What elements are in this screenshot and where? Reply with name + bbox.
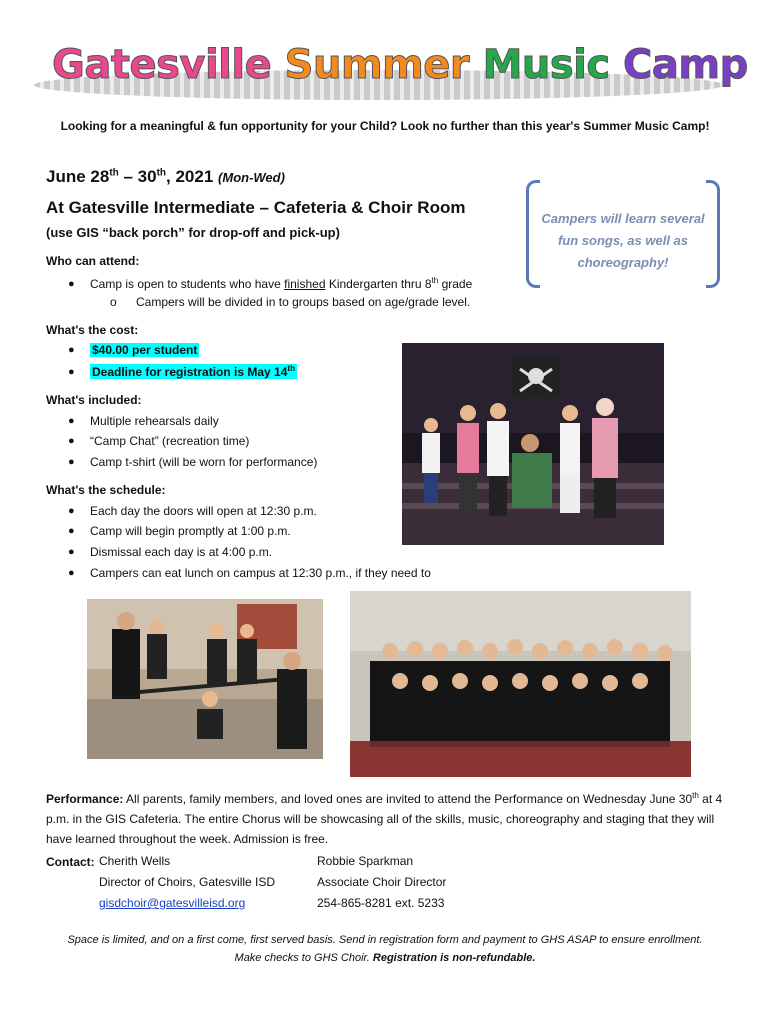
performance-paragraph [46,786,736,849]
contact-phone: 254-865-8281 ext. 5233 [317,896,445,910]
contact-role: Director of Choirs, Gatesville ISD [99,875,276,889]
date-end: – 30 [118,167,157,186]
bullet-dot-icon: ● [68,505,75,517]
bullet-dot-icon: ● [68,435,75,447]
group-photo [350,591,691,777]
section-heading-included: What's included: [46,393,142,407]
footer-line [0,952,770,964]
contact-secondary [317,851,446,914]
contact-role: Associate Choir Director [317,875,447,889]
contact-label: Contact: [46,855,95,869]
list-item [68,414,219,428]
list-item-text: Campers can eat lunch on campus at 12:30 p.m., if they need to [90,566,431,580]
list-item-text: Each day the doors will open at 12:30 p.m. [90,504,317,518]
performance-label: Performance: [46,792,124,806]
title-word-camp: Camp [623,42,748,88]
list-item [68,504,317,518]
page-title [52,42,748,88]
date-start: June 28 [46,167,110,186]
list-item [68,524,291,538]
bullet-dot-icon: ● [68,277,75,290]
bullet-dot-icon: ● [68,525,75,537]
bullet-dot-icon: ● [68,567,75,579]
date-sup: th [109,167,119,179]
list-item [68,455,317,469]
text-sup: th [692,791,699,800]
text-run: Kindergarten thru 8 [325,277,432,291]
title-word-summer: Summer [284,42,470,88]
list-item [68,343,199,357]
bullet-dot-icon: ● [68,365,75,378]
bullet-dot-icon: ● [68,456,75,468]
text-run: All parents, family members, and loved ones are invited to attend the Performance on Wednesday June 30 [123,792,693,806]
text-underlined: finished [284,277,326,291]
date-days-note: (Mon-Wed) [218,170,285,185]
contact-primary [99,851,275,914]
date-sup: th [156,167,167,179]
camp-dates [46,167,285,187]
list-item [68,566,431,580]
camp-location: At Gatesville Intermediate – Cafeteria & Choir Room [46,198,466,217]
bullet-dot-icon: ● [68,415,75,427]
sub-list-item-text: Campers will be divided in to groups based on age/grade level. [136,295,471,309]
callout-line: fun songs, as well as [557,233,689,248]
text-run: Camp is open to students who have [90,277,285,291]
intro-text: Looking for a meaningful & fun opportunity for your Child? Look no further than this year's Summer Music Camp! [60,119,710,133]
section-heading-cost: What's the cost: [46,323,139,337]
text-sup: th [431,276,439,285]
bullet-dot-icon: ● [68,344,75,356]
left-bracket-decoration [526,180,540,288]
date-year: , 2021 [166,167,219,186]
list-item-text: Camp will begin promptly at 1:00 p.m. [90,524,291,538]
list-item [68,545,272,559]
callout-line: Campers will learn several [541,211,705,226]
list-item-text: Camp t-shirt (will be worn for performance) [90,455,318,469]
footer-line: Space is limited, and on a first come, first served basis. Send in registration form and payment to GHS ASAP to ensure enrollment. [67,934,703,946]
contact-email-link[interactable]: gisdchoir@gatesvilleisd.org [99,896,246,910]
price-highlight: $40.00 per student [92,343,198,357]
title-banner [30,40,748,110]
circle-bullet-icon: o [110,295,117,309]
callout-box [526,180,720,290]
list-item-text: Dismissal each day is at 4:00 p.m. [90,545,273,559]
bullet-dot-icon: ● [68,546,75,558]
list-item-text: “Camp Chat” (recreation time) [90,434,250,448]
callout-line: choreography! [577,255,669,270]
list-item [68,364,297,379]
contact-name: Cherith Wells [99,854,171,868]
limbo-activity-photo [87,599,323,759]
list-item-text: Multiple rehearsals daily [90,414,219,428]
section-heading-who: Who can attend: [46,254,140,268]
text-run: at 4 p.m. in the GIS Cafeteria. The entire Chorus will be showcasing all of the skills, music, choreography and staging that they will have learned throughout the week. Admission is free. [46,792,723,846]
sub-list-item [110,295,470,309]
text-run: Make checks to GHS Choir. [234,952,373,964]
section-heading-schedule: What's the schedule: [46,483,166,497]
stage-performance-photo [402,343,664,545]
list-item [68,434,249,448]
dropoff-note: (use GIS “back porch” for drop-off and pick-up) [46,225,340,240]
list-item-text [90,276,472,291]
list-item [68,276,472,291]
contact-name: Robbie Sparkman [317,854,414,868]
text-run: grade [438,277,473,291]
text-sup: th [287,364,295,373]
title-word-music: Music [482,42,610,88]
deadline-highlight [90,364,297,379]
text-run: Deadline for registration is May 14 [92,365,288,379]
right-bracket-decoration [706,180,720,288]
title-word-gatesville: Gatesville [52,42,272,88]
non-refundable-note: Registration is non-refundable. [372,952,536,964]
callout-text [540,208,706,274]
